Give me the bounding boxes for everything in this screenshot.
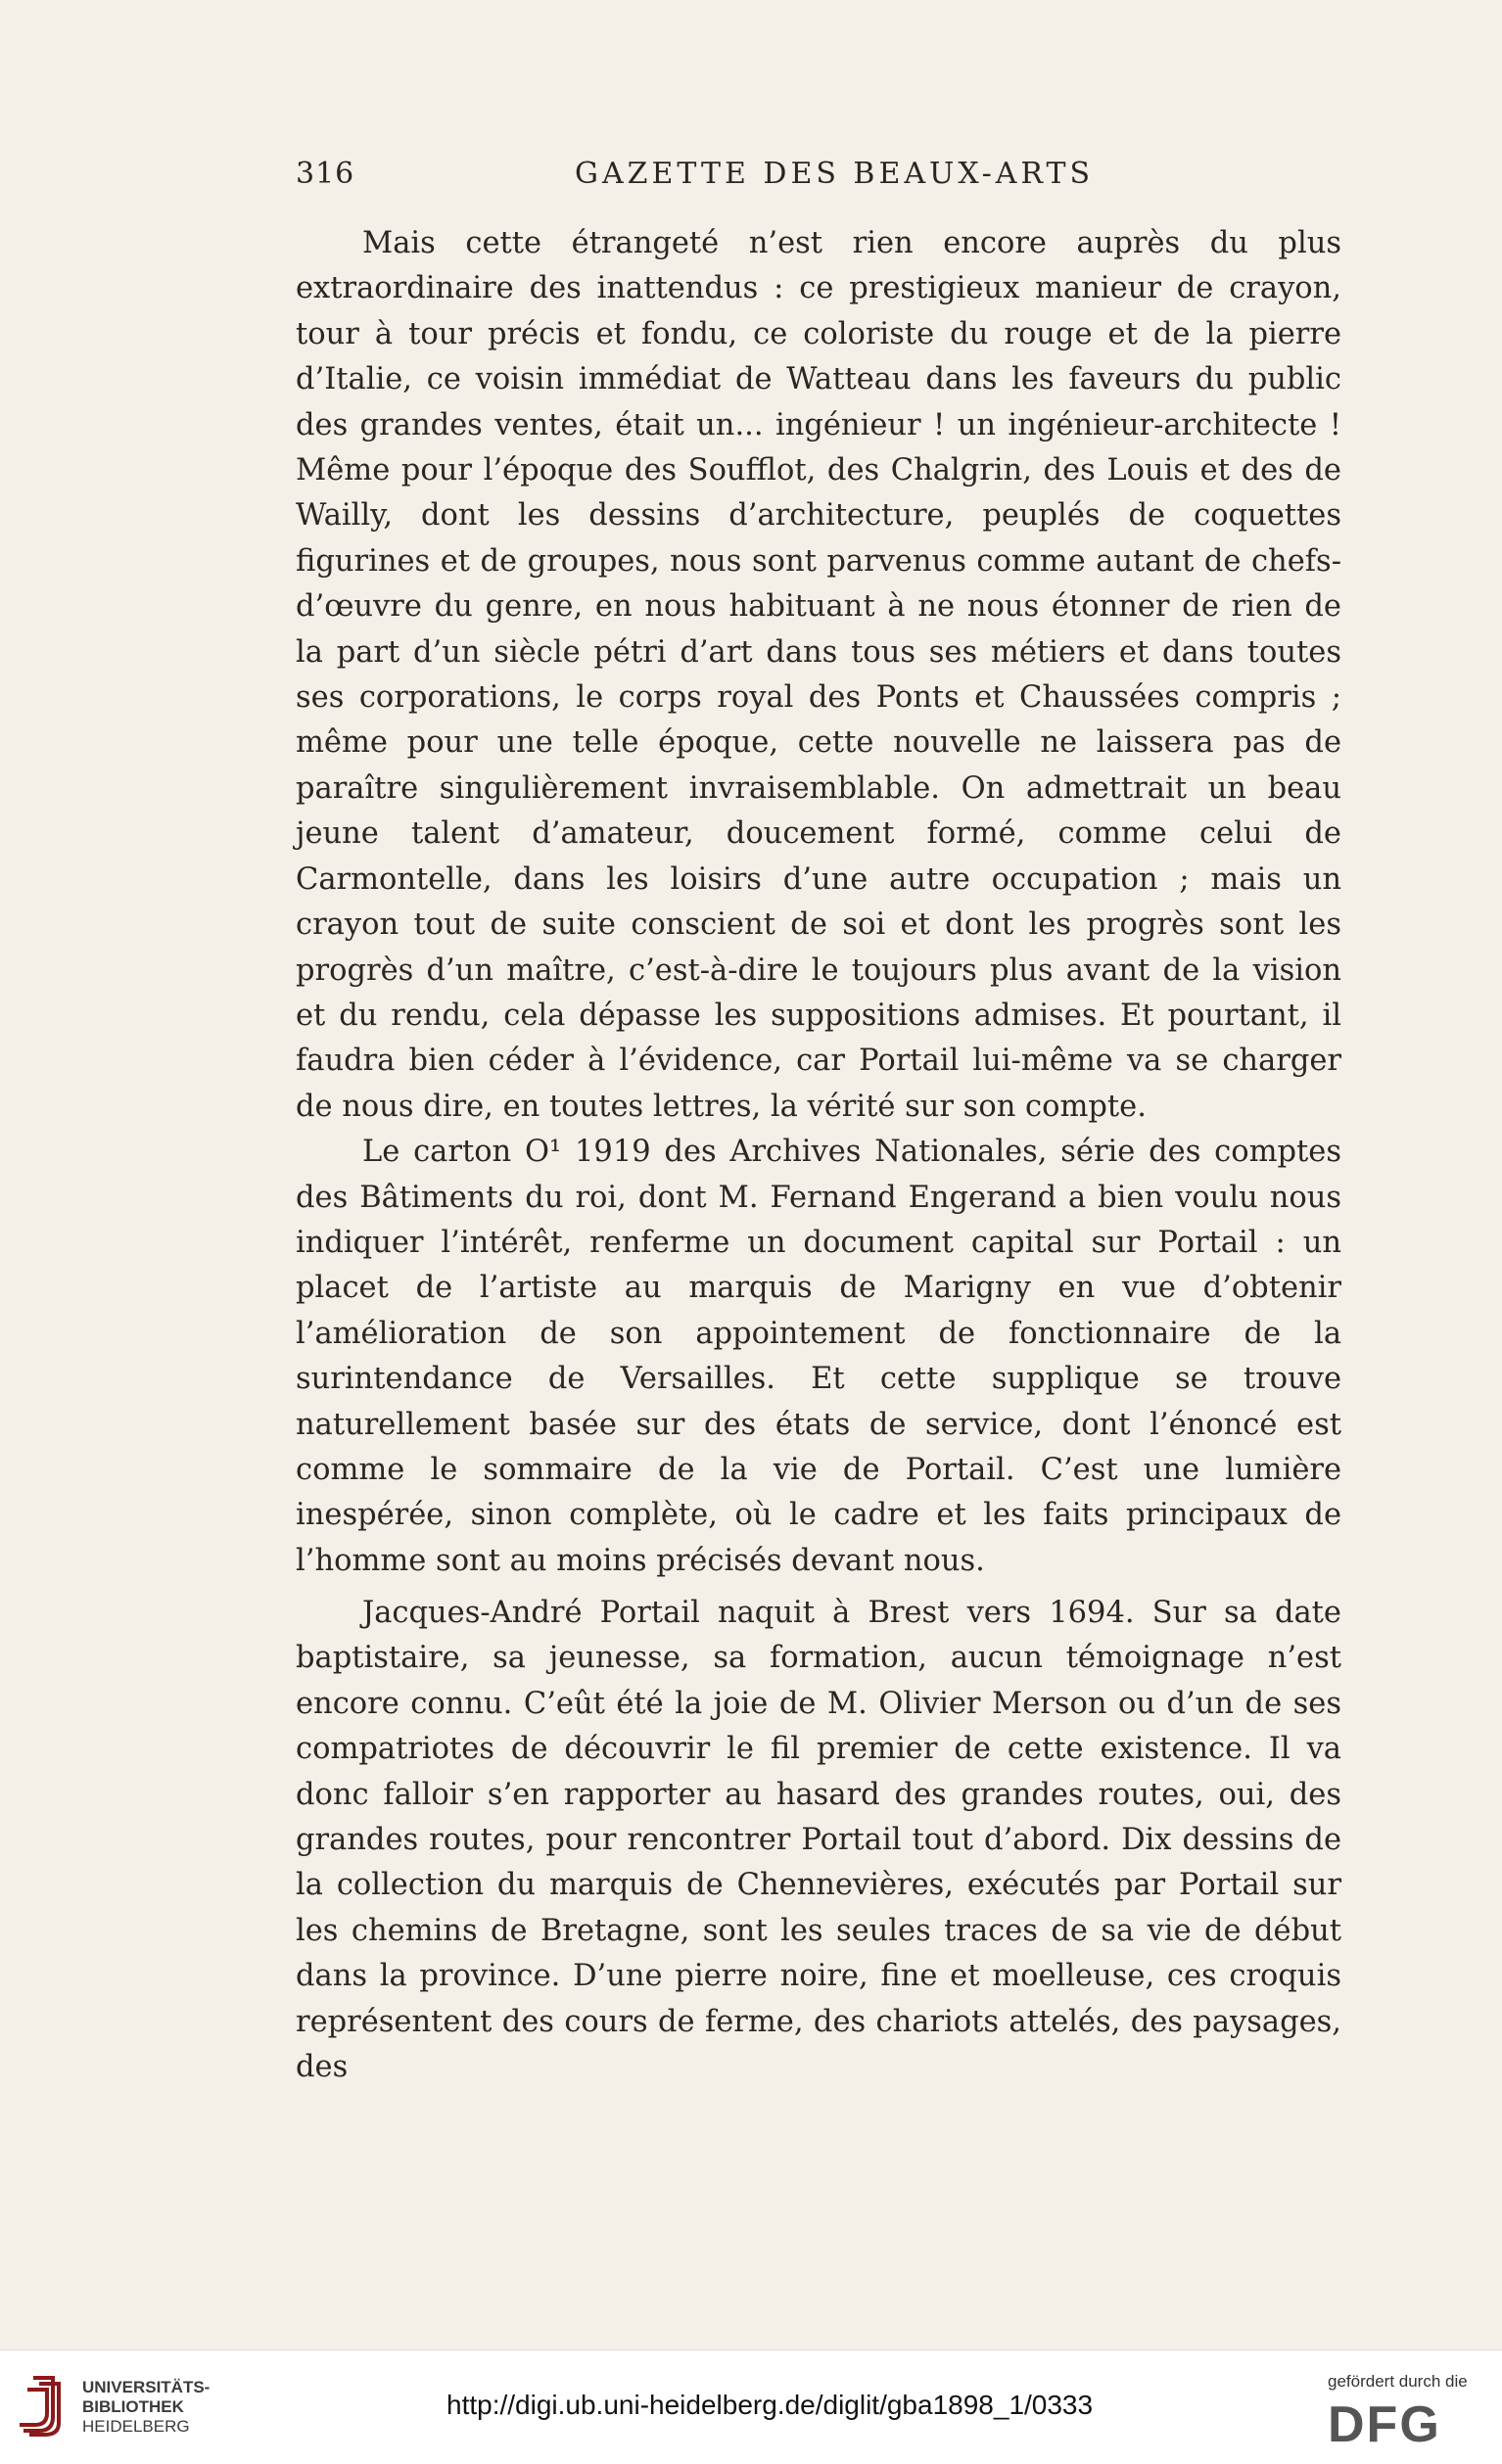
library-name (82, 2378, 210, 2437)
library-name-line: HEIDELBERG (82, 2417, 190, 2436)
page-header (296, 157, 1345, 196)
funding-caption: gefördert durch die (1328, 2372, 1468, 2391)
digitization-footer (0, 2349, 1502, 2464)
running-title: GAZETTE DES BEAUX-ARTS (575, 157, 1095, 191)
ub-heidelberg-logo-icon (16, 2374, 70, 2437)
text-block-lower (296, 1591, 1341, 2090)
library-name-line: BIBLIOTHEK (82, 2397, 184, 2416)
paragraph: Jacques-André Portail naquit à Brest vers 1694. Sur sa date baptistaire, sa jeunesse, sa formation, aucun témoignage n’est encore connu. C’eût été la joie de M. Olivier Merson ou d’un de ses compatriotes de découvrir le fil premier de cette existence. Il va donc falloir s’en rapporter au hasard des grandes routes, oui, des grandes routes, pour rencontrer Portail tout d’abord. Dix dessins de la collection du marquis de Chennevières, exécutés par Portail sur les chemins de Bretagne, sont les seules traces de sa vie de début dans la province. D’une pierre noire, fine et moelleuse, ces croquis représentent des cours de ferme, des chariots attelés, des paysages, des (296, 1596, 1341, 2085)
page-number: 316 (296, 157, 355, 191)
permalink-url[interactable]: http://digi.ub.uni-heidelberg.de/diglit/gba1898_1/0333 (446, 2390, 1094, 2420)
text-block-upper (296, 221, 1341, 1584)
dfg-logo: DFG (1328, 2396, 1441, 2453)
paragraph: Le carton O¹ 1919 des Archives Nationales, série des comptes des Bâtiments du roi, dont M. Fernand Engerand a bien voulu nous indiquer l’intérêt, renferme un document capital sur Portail : un placet de l’artiste au marquis de Marigny en vue d’obtenir l’amélioration de son appointement de fonctionnaire de la surintendance de Versailles. Et cette supplique se trouve naturellement basée sur des états de service, dont l’énoncé est comme le sommaire de la vie de Portail. C’est une lumière inespérée, sinon complète, où le cadre et les faits principaux de l’homme sont au moins précisés devant nous. (296, 1135, 1341, 1578)
paragraph: Mais cette étrangeté n’est rien encore auprès du plus extraordinaire des inattendus : ce prestigieux manieur de crayon, tour à tour précis et fondu, ce coloriste du rouge et de la pierre d’Italie, ce voisin immédiat de Watteau dans les faveurs du public des grandes ventes, était un... ingénieur ! un ingénieur-architecte ! Même pour l’époque des Soufflot, des Chalgrin, des Louis et des de Wailly, dont les dessins d’architecture, peuplés de coquettes figurines et de groupes, nous sont parvenus comme autant de chefs-d’œuvre du genre, en nous habituant à ne nous étonner de rien de la part d’un siècle pétri d’art dans tous ses métiers et dans toutes ses corporations, le corps royal des Ponts et Chaussées compris ; même pour une telle époque, cette nouvelle ne laissera pas de paraître singulièrement invraisemblable. On admettrait un beau jeune talent d’amateur, doucement formé, comme celui de Carmontelle, dans les loisirs d’une autre occupation ; mais un crayon tout de suite conscient de soi et dont les progrès sont les progrès d’un maître, c’est-à-dire le toujours plus avant de la vision et du rendu, cela dépasse les suppositions admises. Et pourtant, il faudra bien céder à l’évidence, car Portail lui-même va se charger de nous dire, en toutes lettres, la vérité sur son compte. (296, 226, 1341, 1124)
library-name-line: UNIVERSITÄTS- (82, 2378, 211, 2396)
